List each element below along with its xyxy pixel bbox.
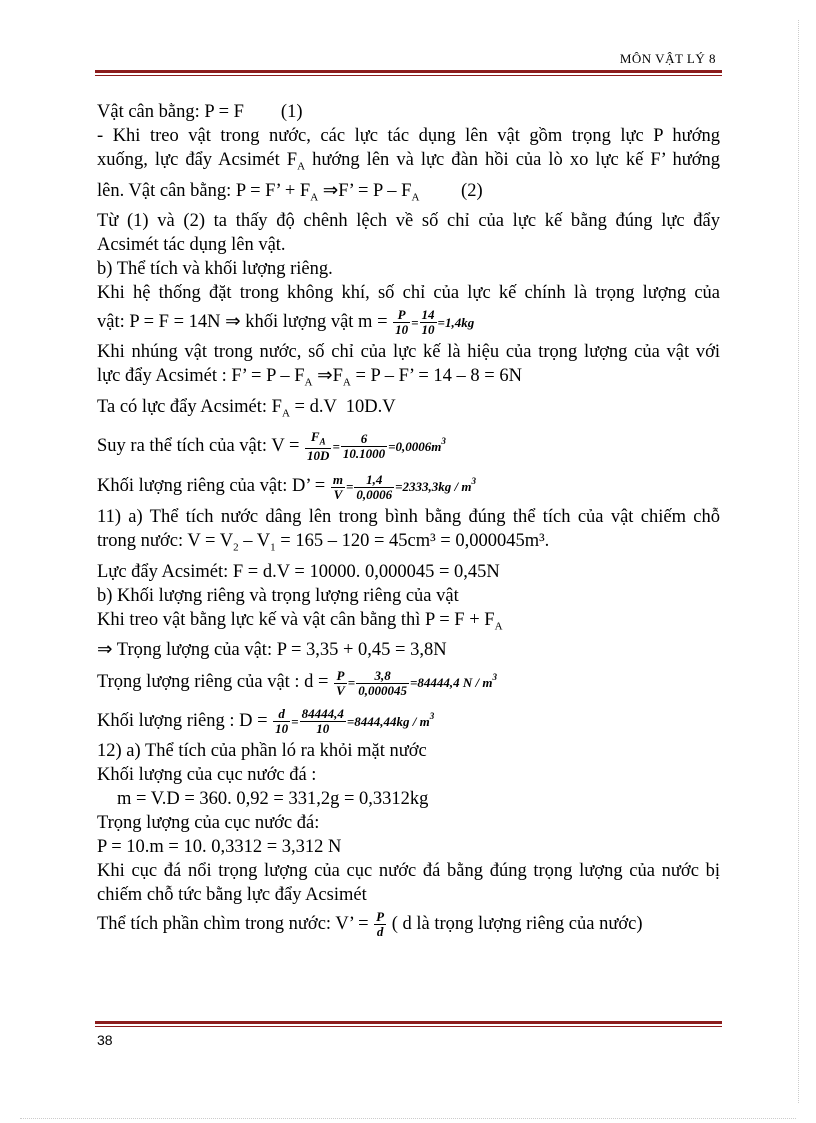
formula-line-mass-density: Khối lượng riêng : D = $\frac{d}{10}$ = $\frac{84444,4}{10}$ $=8444,44kg / m^3$ xyxy=(97,706,435,737)
text-line: P = 10.m = 10. 0,3312 = 3,312 N xyxy=(97,837,342,858)
fraction: $\frac{1,4}{0,0006}$ xyxy=(356,471,393,502)
fraction: $\frac{d}{10}$ xyxy=(275,706,289,737)
text-line: Khi nhúng vật trong nước, số chỉ của lực kế là hiệu của trọng lượng của vật với xyxy=(97,342,720,363)
fraction: $\frac{6}{10.1000}$ xyxy=(342,431,386,462)
text-line: Từ (1) và (2) ta thấy độ chênh lệch về số chỉ của lực kế bằng đúng lực đẩy xyxy=(97,211,720,232)
text-line: lực đẩy Acsimét : F’ = P – $F_A$ $\Rightarrow F_A = P - F$’ = 14 – 8 = 6N xyxy=(97,366,522,390)
header-rule xyxy=(95,70,722,76)
text-line: Khối lượng của cục nước đá : xyxy=(97,765,317,786)
text-line: Trọng lượng của cục nước đá: xyxy=(97,813,320,834)
page-edge-dotted xyxy=(20,1118,796,1119)
text-line: xuống, lực đẩy Acsimét $F_A$ hướng lên và lực đàn hồi của lò xo lực kế F’ hướng xyxy=(97,150,721,173)
text-line: Vật cân bằng: P = F (1) xyxy=(97,102,303,122)
text-line: Khi treo vật bằng lực kế và vật cân bằng thì $P = F + F_A$ xyxy=(97,609,503,633)
text-line: Acsimét tác dụng lên vật. xyxy=(97,235,286,256)
text-line: chiếm chỗ tức bằng lực đẩy Acsimét xyxy=(97,885,367,906)
text-line: ⇒ Trọng lượng của vật: P = 3,35 + 0,45 = 3,8N xyxy=(97,640,447,661)
fraction: $\frac{3,8}{0,000045}$ xyxy=(358,667,407,698)
formula-line-mass: vật: P = F = 14N ⇒ khối lượng vật m = $\frac{P}{10}$ = $\frac{14}{10}$ =1,4kg xyxy=(97,307,475,338)
page-content xyxy=(97,100,720,942)
text-line: lên. Vật cân bằng: P = F’ + $F_A$ ⇒F’ = P – $F_A$ (2) xyxy=(97,180,483,204)
fraction: $\frac{14}{10}$ xyxy=(421,307,435,338)
text-line: Khi cục đá nổi trọng lượng của cục nước đá bằng đúng trọng lượng của nước bị xyxy=(97,861,720,882)
text-line: Ta có lực đẩy Acsimét: $F_A = d.V$ 10D.V xyxy=(97,397,396,420)
formula-line-specific-weight: Trọng lượng riêng của vật : d = $\frac{P}{V}$ = $\frac{3,8}{0,000045}$ =84444,4 N / $m^3$ xyxy=(97,667,497,698)
text-line: - Khi treo vật trong nước, các lực tác dụng lên vật gồm trọng lực P hướng xyxy=(97,126,720,146)
formula-line-volume: Suy ra thể tích của vật: V = $\frac{F_A}{10D}$ = $\frac{6}{10.1000}$ $=0,0006m^3$ xyxy=(97,428,446,464)
running-header-title: MÔN VẬT LÝ 8 xyxy=(619,51,716,66)
text-line: Khi hệ thống đặt trong không khí, số chỉ của lực kế chính là trọng lượng của xyxy=(97,283,720,304)
fraction: $\frac{P}{d}$ xyxy=(376,909,385,940)
text-line: trong nước: $V = V_2 - V_1 = 165 - 120 = 45cm^3 = 0,000045m^3$. xyxy=(97,530,550,554)
fraction: $\frac{P}{10}$ xyxy=(395,307,409,338)
text-line: b) Khối lượng riêng và trọng lượng riêng của vật xyxy=(97,585,459,606)
formula-line-submerged-volume: Thể tích phần chìm trong nước: V’ = $\frac{P}{d}$ ( d là trọng lượng riêng của nước) xyxy=(97,909,643,940)
formula-line-density: Khối lượng riêng của vật: D’ = $\frac{m}{V}$ = $\frac{1,4}{0,0006}$ $=2333,3kg / m^3$ xyxy=(97,471,477,502)
page-number: 38 xyxy=(97,1032,113,1048)
text-line: 12) a) Thể tích của phần ló ra khỏi mặt nước xyxy=(97,741,427,762)
text-line: m = V.D = 360. 0,92 = 331,2g = 0,3312kg xyxy=(117,789,429,810)
text-line: 11) a) Thể tích nước dâng lên trong bình bằng đúng thể tích của vật chiếm chỗ xyxy=(97,506,720,527)
fraction: $\frac{P}{V}$ xyxy=(336,667,345,698)
fraction: $\frac{m}{V}$ xyxy=(332,471,343,502)
footer-rule xyxy=(95,1021,722,1027)
text-line: Lực đẩy Acsimét: F = d.V = 10000. 0,000045 = 0,45N xyxy=(97,561,500,582)
page-edge-dotted xyxy=(798,20,799,1103)
fraction: $\frac{F_A}{10D}$ xyxy=(307,428,330,464)
text-line: b) Thể tích và khối lượng riêng. xyxy=(97,259,333,280)
fraction: $\frac{84444,4}{10}$ xyxy=(301,706,344,737)
